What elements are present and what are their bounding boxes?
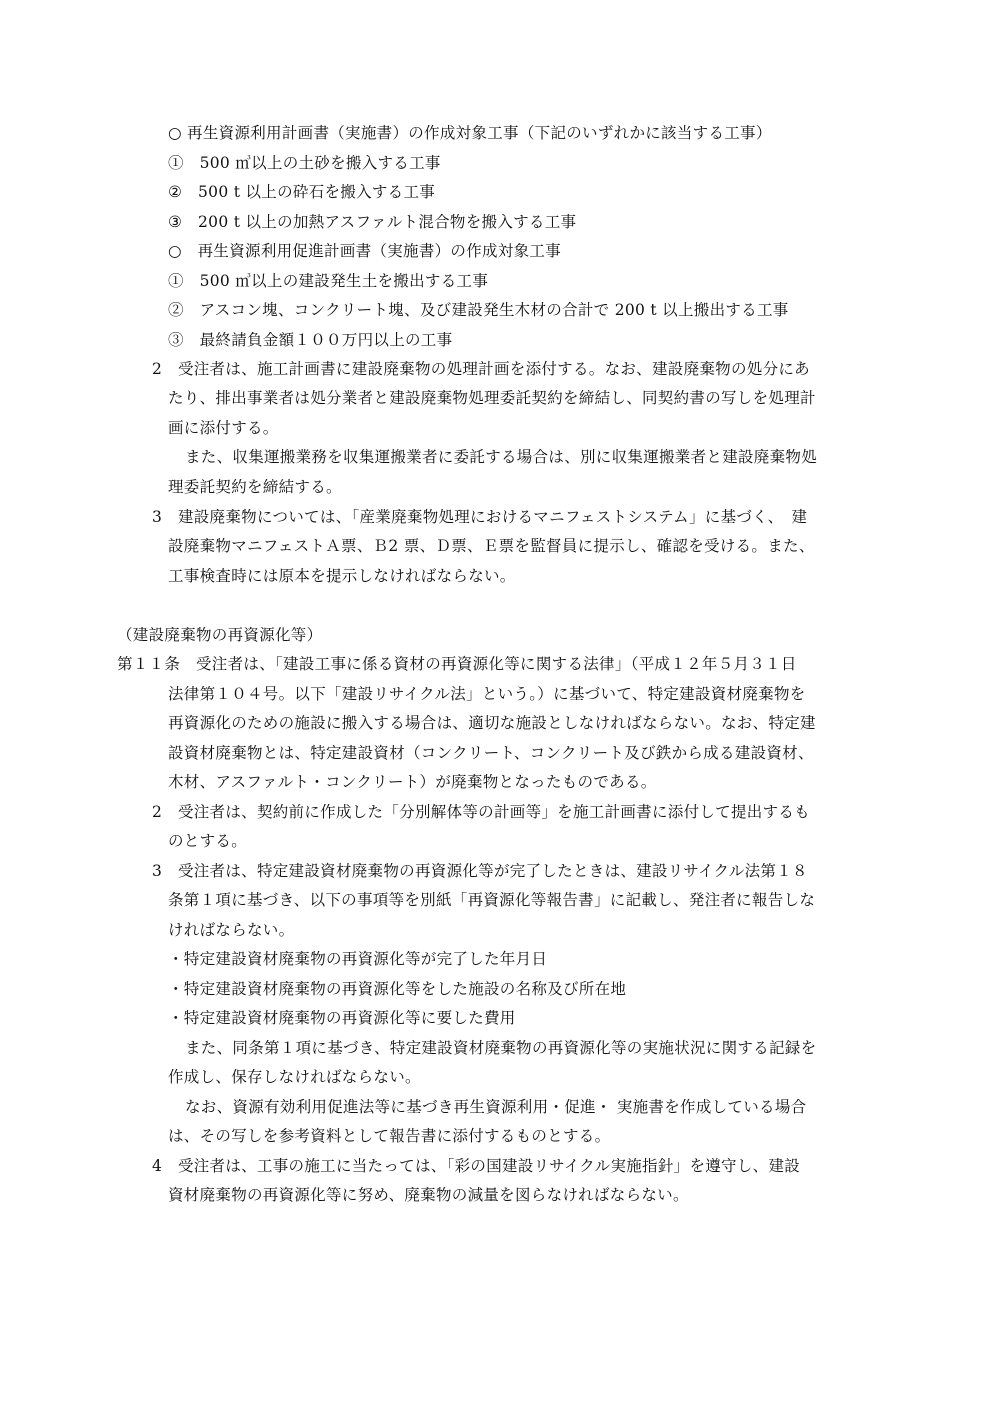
heading-promotion-plan: ○ 再生資源利用促進計画書（実施書）の作成対象工事 [168, 242, 562, 260]
paragraph-2-line-3: 画に添付する。 [168, 419, 279, 437]
article-11-paragraph-3-line-1: 3 受注者は、特定建設資材廃棄物の再資源化等が完了したときは、建設リサイクル法第１８ [152, 862, 808, 880]
article-11-paragraph-3c-line-1: なお、資源有効利用促進法等に基づき再生資源利用・促進・ 実施書を作成している場合 [185, 1098, 807, 1116]
list-item-asphalt-import: ③ 200 t 以上の加熱アスファルト混合物を搬入する工事 [168, 213, 577, 231]
heading-recycled-resource-plan: ○ 再生資源利用計画書（実施書）の作成対象工事（下記のいずれかに該当する工事） [168, 124, 772, 142]
bullet-completion-date: ・特定建設資材廃棄物の再資源化等が完了した年月日 [168, 950, 548, 968]
article-11-paragraph-3-line-2: 条第１項に基づき、以下の事項等を別紙「再資源化等報告書」に記載し、発注者に報告しな [168, 891, 816, 909]
paragraph-2b-line-1: また、収集運搬業務を収集運搬業者に委託する場合は、別に収集運搬業者と建設廃棄物処 [185, 448, 818, 466]
section-heading-recycling: （建設廃棄物の再資源化等） [117, 626, 323, 644]
paragraph-2-line-2: たり、排出事業者は処分業者と建設廃棄物処理委託契約を締結し、同契約書の写しを処理計 [168, 389, 816, 407]
article-11-line-4: 設資材廃棄物とは、特定建設資材（コンクリート、コンクリート及び鉄から成る建設資材、 [168, 744, 814, 762]
paragraph-2b-line-2: 理委託契約を締結する。 [168, 478, 342, 496]
paragraph-3-line-2: 設廃棄物マニフェストＡ票、Ｂ2 票、Ｄ票、Ｅ票を監督員に提示し、確認を受ける。また、 [168, 537, 815, 555]
list-item-contract-amount: ③ 最終請負金額１００万円以上の工事 [168, 331, 453, 349]
article-11-line-3: 再資源化のための施設に搬入する場合は、適切な施設としなければならない。なお、特定建 [168, 714, 816, 732]
article-11-paragraph-3b-line-2: 作成し、保存しなければならない。 [168, 1068, 421, 1086]
list-item-soil-import: ① 500 ㎥以上の土砂を搬入する工事 [168, 154, 441, 172]
paragraph-3-line-3: 工事検査時には原本を提示しなければならない。 [168, 567, 516, 585]
article-11-paragraph-2-line-1: 2 受注者は、契約前に作成した「分別解体等の計画等」を施工計画書に添付して提出するも [152, 803, 810, 821]
list-item-debris-export: ② アスコン塊、コンクリート塊、及び建設発生木材の合計で 200 t 以上搬出する工事 [168, 301, 789, 319]
paragraph-3-line-1: 3 建設廃棄物については、「産業廃棄物処理におけるマニフェストシステム」に基づく、 建 [152, 508, 808, 526]
article-11-line-2: 法律第１０４号。以下「建設リサイクル法」という。）に基づいて、特定建設資材廃棄物を [168, 685, 806, 703]
article-11-paragraph-3c-line-2: は、その写しを参考資料として報告書に添付するものとする。 [168, 1127, 611, 1145]
bullet-cost: ・特定建設資材廃棄物の再資源化等に要した費用 [168, 1009, 516, 1027]
article-11-paragraph-2-line-2: のとする。 [168, 832, 248, 850]
article-11-paragraph-4-line-2: 資材廃棄物の再資源化等に努め、廃棄物の減量を図らなければならない。 [168, 1186, 689, 1204]
bullet-facility-name: ・特定建設資材廃棄物の再資源化等をした施設の名称及び所在地 [168, 980, 627, 998]
list-item-crushed-stone-import: ② 500 t 以上の砕石を搬入する工事 [168, 183, 436, 201]
article-11-paragraph-3b-line-1: また、同条第１項に基づき、特定建設資材廃棄物の再資源化等の実施状況に関する記録を [185, 1039, 817, 1057]
paragraph-2-line-1: 2 受注者は、施工計画書に建設廃棄物の処理計画を添付する。なお、建設廃棄物の処分にあ [152, 360, 810, 378]
article-11-paragraph-3-line-3: ければならない。 [168, 921, 295, 939]
article-11-line-5: 木材、アスファルト・コンクリート）が廃棄物となったものである。 [168, 773, 657, 791]
article-11-line-1: 第１１条 受注者は、「建設工事に係る資材の再資源化等に関する法律」（平成１２年５月３１日 [117, 655, 797, 673]
list-item-soil-export: ① 500 ㎥以上の建設発生土を搬出する工事 [168, 272, 489, 290]
article-11-paragraph-4-line-1: 4 受注者は、工事の施工に当たっては、「彩の国建設リサイクル実施指針」を遵守し、建設 [152, 1157, 801, 1175]
